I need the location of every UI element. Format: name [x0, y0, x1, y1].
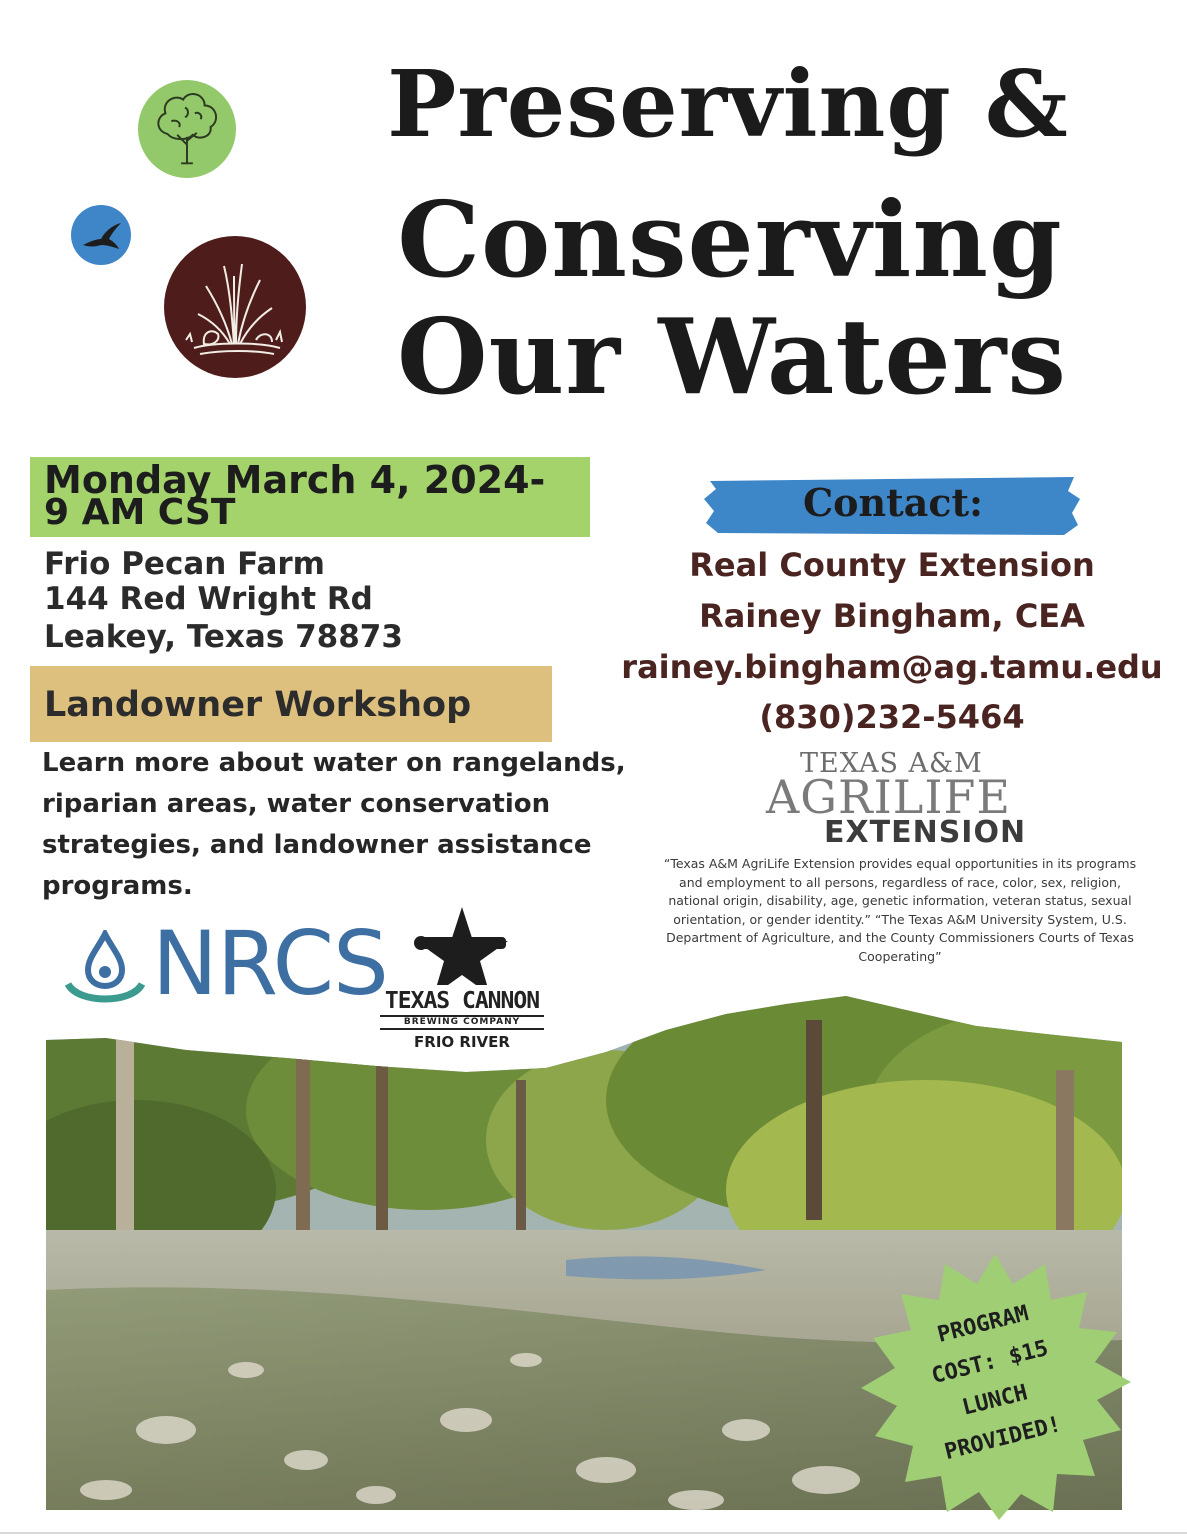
- tree-icon: [138, 80, 236, 178]
- workshop-label: Landowner Workshop: [44, 685, 472, 725]
- burst-line-3: LUNCH: [959, 1380, 1031, 1421]
- venue-name: Frio Pecan Farm: [44, 546, 325, 582]
- texas-cannon-location: FRIO RIVER: [414, 1033, 510, 1051]
- texas-cannon-name: TEXAS CANNON: [384, 988, 540, 1014]
- burst-line-1: PROGRAM: [934, 1301, 1032, 1348]
- title-line-1: Preserving &: [387, 50, 1069, 158]
- venue-city: Leakey, Texas 78873: [44, 619, 403, 655]
- title-line-3: Our Waters: [397, 295, 1067, 418]
- agrilife-brand: AGRILIFE: [766, 770, 1011, 824]
- title-line-2: Conserving: [397, 178, 1063, 301]
- grass-icon: [164, 236, 306, 378]
- event-time: 9 AM CST: [44, 492, 236, 533]
- contact-organization: Real County Extension: [689, 546, 1095, 584]
- agrilife-texas: TEXAS A&M: [800, 748, 983, 779]
- bird-icon: [71, 205, 131, 265]
- page-bottom-edge: [0, 1532, 1187, 1534]
- star-cannon-icon: [412, 905, 512, 985]
- contact-name: Rainey Bingham, CEA: [699, 597, 1085, 635]
- contact-heading: Contact:: [802, 480, 984, 525]
- burst-line-4: PROVIDED!: [942, 1411, 1064, 1466]
- burst-line-2: COST: $15: [929, 1335, 1051, 1390]
- workshop-description: Learn more about water on rangelands, riparian areas, water conservation strategies, and landowner assistance programs.: [42, 748, 626, 901]
- agrilife-extension: EXTENSION: [824, 815, 1027, 850]
- texas-cannon-subtitle: BREWING COMPANY: [380, 1015, 544, 1030]
- contact-email[interactable]: rainey.bingham@ag.tamu.edu: [621, 648, 1163, 686]
- equal-opportunity-disclaimer: “Texas A&M AgriLife Extension provides equal opportunities in its programs and employment to all persons, regardless of race, color, sex, religion, national origin, disability, age, genetic information, veteran status, sexual orientation, or gender identity.” “The Texas A&M University System, U.S. Department of Agriculture, and the County Commissioners Courts of Texas Cooperating”: [663, 856, 1137, 964]
- contact-phone[interactable]: (830)232-5464: [759, 698, 1025, 736]
- event-date: Monday March 4, 2024-: [44, 458, 546, 502]
- venue-street: 144 Red Wright Rd: [44, 581, 373, 617]
- nrcs-logo-text: NRCS: [152, 912, 388, 1015]
